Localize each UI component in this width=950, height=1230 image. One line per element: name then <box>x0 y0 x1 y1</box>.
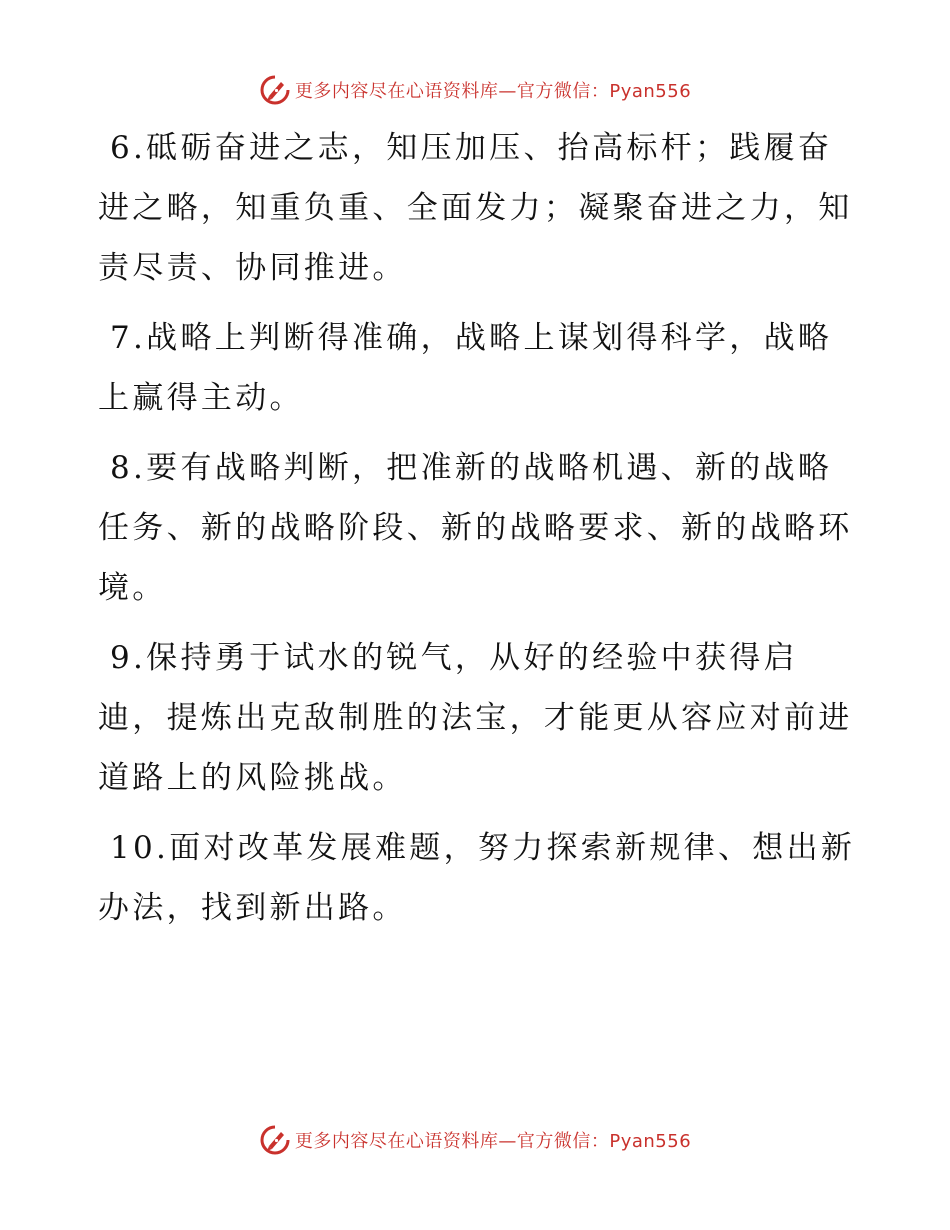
paragraph-7: 7.战略上判断得准确，战略上谋划得科学，战略上赢得主动。 <box>98 320 833 416</box>
document-body <box>98 118 858 948</box>
paragraph-8: 8.要有战略判断，把准新的战略机遇、新的战略任务、新的战略阶段、新的战略要求、新的战略环境。 <box>98 450 853 606</box>
paragraph-6: 6.砥砺奋进之志，知压加压、抬高标杆；践履奋进之略，知重负重、全面发力；凝聚奋进之力，知责尽责、协同推进。 <box>98 130 853 286</box>
pen-nib-logo-icon <box>259 74 291 106</box>
header-banner <box>0 70 950 110</box>
header-banner-text: 更多内容尽在心语资料库—官方微信：Pyan556 <box>294 81 692 102</box>
paragraph-9: 9.保持勇于试水的锐气，从好的经验中获得启迪，提炼出克敌制胜的法宝，才能更从容应对前进道路上的风险挑战。 <box>98 640 853 796</box>
paragraph-10: 10.面对改革发展难题，努力探索新规律、想出新办法，找到新出路。 <box>98 830 856 926</box>
footer-banner-text: 更多内容尽在心语资料库—官方微信：Pyan556 <box>294 1131 692 1152</box>
pen-nib-logo-icon <box>259 1124 291 1156</box>
footer-banner <box>0 1120 950 1160</box>
